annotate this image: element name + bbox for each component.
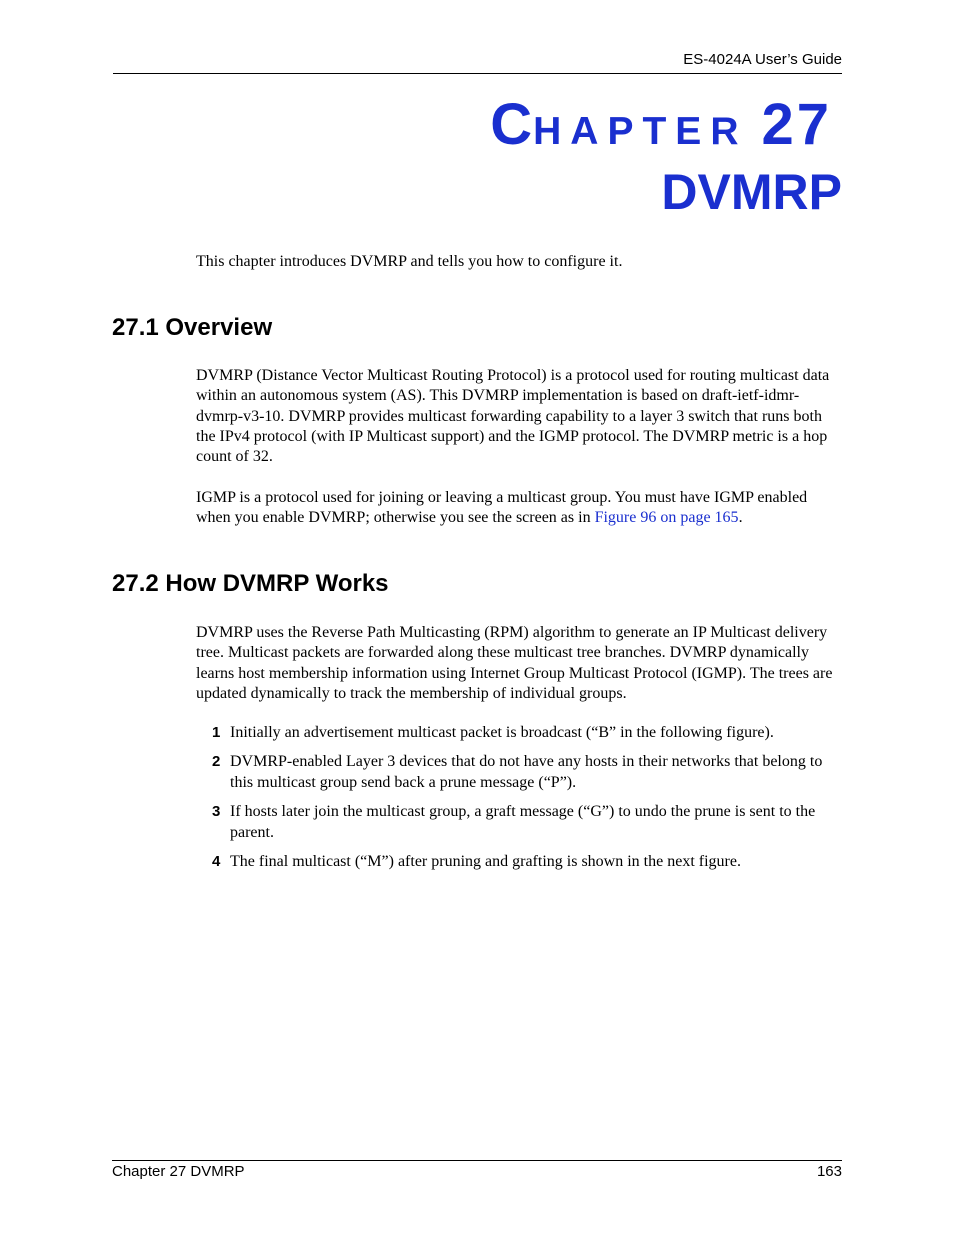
step-text: The final multicast (“M”) after pruning and grafting is shown in the next figure. xyxy=(230,853,741,870)
step-number: 1 xyxy=(212,724,221,741)
footer-divider xyxy=(112,1160,842,1161)
section-heading-how-dvmrp-works: 27.2 How DVMRP Works xyxy=(112,570,389,597)
chapter-label-initial: C xyxy=(490,92,534,157)
list-item xyxy=(212,723,842,744)
chapter-label-rest: HAPTER xyxy=(533,110,748,153)
overview-paragraph-2-end: . xyxy=(738,509,743,527)
chapter-number: 27 xyxy=(761,92,832,157)
list-item xyxy=(212,852,842,873)
footer-chapter: Chapter 27 DVMRP xyxy=(112,1163,245,1180)
step-text: DVMRP-enabled Layer 3 devices that do not have any hosts in their networks that belong to this multicast group send back a prune message (“P”). xyxy=(230,753,823,791)
section-heading-overview: 27.1 Overview xyxy=(112,314,273,341)
list-item xyxy=(212,752,842,793)
overview-paragraph-2 xyxy=(196,488,842,529)
chapter-title: DVMRP xyxy=(661,164,842,220)
overview-paragraph-1: DVMRP (Distance Vector Multicast Routing Protocol) is a protocol used for routing multicast data within an autonomous system (AS). This DVMRP implementation is based on draft-ietf-idmr-dvmrp-v3-10. DVMRP provides multicast forwarding capability to a layer 3 switch that runs both the IPv4 protocol (with IP Multicast support) and the IGMP protocol. The DVMRP metric is a hop count of 32. xyxy=(196,367,830,466)
step-number: 2 xyxy=(212,753,221,770)
figure-96-link[interactable]: Figure 96 on page 165 xyxy=(594,509,739,527)
header-divider xyxy=(113,73,842,74)
chapter-label xyxy=(490,92,832,157)
list-item xyxy=(212,802,842,843)
step-text: Initially an advertisement multicast packet is broadcast (“B” in the following figure). xyxy=(230,724,774,741)
overview-paragraph-2-text: IGMP is a protocol used for joining or leaving a multicast group. You must have IGMP enabled when you enable DVMRP; otherwise you see the screen as in xyxy=(196,489,808,527)
step-text: If hosts later join the multicast group, a graft message (“G”) to undo the prune is sent to the parent. xyxy=(230,803,816,841)
guide-title: ES-4024A User’s Guide xyxy=(683,51,842,68)
step-number: 3 xyxy=(212,803,221,820)
intro-paragraph: This chapter introduces DVMRP and tells you how to configure it. xyxy=(196,253,623,270)
step-number: 4 xyxy=(212,853,221,870)
how-dvmrp-works-paragraph: DVMRP uses the Reverse Path Multicasting (RPM) algorithm to generate an IP Multicast delivery tree. Multicast packets are forwarded along these multicast tree branches. DVMRP dynamically learns host membership information using Internet Group Multicast Protocol (IGMP). The trees are updated dynamically to track the membership of individual groups. xyxy=(196,624,833,702)
page-number: 163 xyxy=(816,1163,842,1180)
